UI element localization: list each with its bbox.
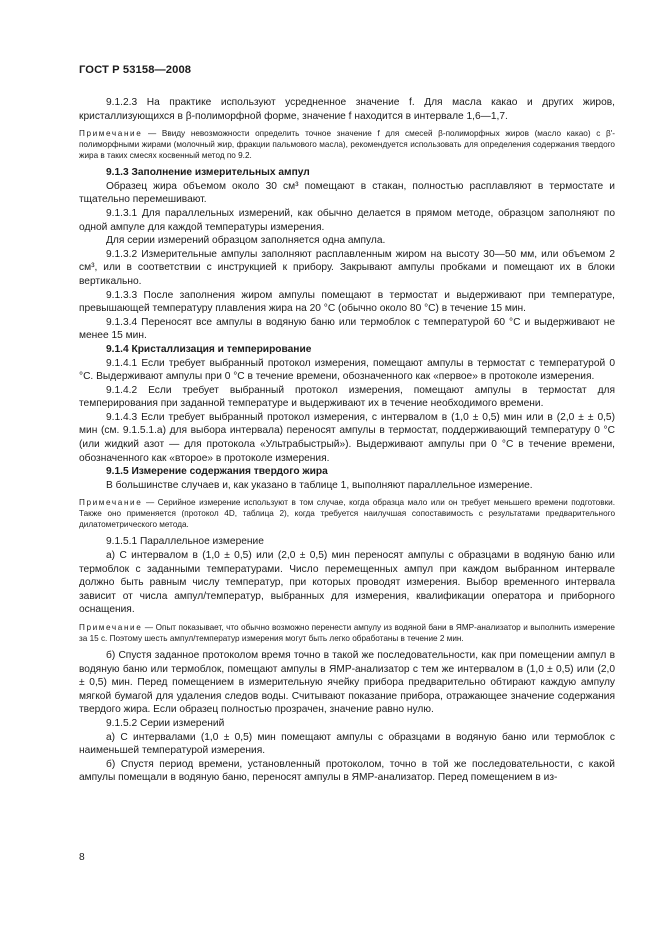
page-number: 8: [79, 852, 85, 863]
note-label: Примечание: [79, 623, 143, 632]
list-item-b: б) Спустя период времени, установленный протоколом, точно в той же последовательности, с какой ампулы помещали в водяную баню, переносят ампулы в ЯМР-анализатор. Перед помещением в из-: [79, 758, 615, 784]
paragraph: Для серии измерений образцом заполняется одна ампула.: [106, 235, 386, 247]
note-3: [79, 622, 615, 644]
note-text: — Опыт показывает, что обычно возможно перенести ампулу из водяной бани в ЯМР-анализатор и выполнить измерение за 15 с. Поэтому шесть ампул/температур измерения могут быть легко обработаны в течение 2 мин.: [79, 623, 615, 643]
paragraph-9-1-3-3: 9.1.3.3 После заполнения жиром ампулы помещают в термостат и выдерживают при температуре, превышающей температуру плавления жира на 20 °С (обычно около 80 °С) в течение 15 мин.: [79, 289, 615, 315]
heading-9-1-3: 9.1.3 Заполнение измерительных ампул: [106, 167, 310, 179]
paragraph-9-1-4-3: 9.1.4.3 Если требует выбранный протокол измерения, с интервалом в (1,0 ± 0,5) мин или в (2,0 ± ± 0,5) мин (см. 9.1.5.1.а) для выбора интервала) переносят ампулы в термостат, поддерживающий температуру 0 °С (или жидкий азот — для протокола «Ультрабыстрый»). Выдерживают ампулы при 0 °С в течение времени, обозначенного как «второе» в протоколе измерения.: [79, 411, 615, 464]
note-1: [79, 128, 615, 161]
note-text: — Серийное измерение используют в том случае, когда образца мало или он требует меньшего времени подготовки. Также оно применяется (протокол 4D, таблица 2), когда требуется наилучшая сопоставимость с результатами предварительного дилатометрического метода.: [79, 498, 615, 530]
document-body: [79, 96, 615, 785]
note-label: Примечание: [79, 498, 143, 508]
document-header: ГОСТ Р 53158—2008: [79, 64, 192, 76]
note-text: — Ввиду невозможности определить точное значение f для смесей β-полиморфных жиров (масло какао) с β'-полиморфными жирами (молочный жир, фракции пальмового масла), рекомендуется использовать для определения содержания твердого жира в таких смесях косвенный метод по 9.2.: [79, 129, 615, 161]
paragraph-9-1-5-2: 9.1.5.2 Серии измерений: [106, 717, 225, 729]
note-label: Примечание: [79, 129, 143, 139]
paragraph: В большинстве случаев и, как указано в таблице 1, выполняют параллельное измерение.: [106, 479, 533, 491]
paragraph-9-1-4-2: 9.1.4.2 Если требует выбранный протокол измерения, помещают ампулы в термостат для темперирования при заданной температуре и выдерживают их в течение необходимого времени.: [79, 384, 615, 410]
paragraph-9-1-5-1: 9.1.5.1 Параллельное измерение: [106, 536, 264, 548]
paragraph-9-1-2-3: 9.1.2.3 На практике используют усредненное значение f. Для масла какао и других жиров, кристаллизующихся в β-полиморфной форме, значение f находится в интервале 1,6—1,7.: [79, 97, 615, 122]
list-item-b: б) Спустя заданное протоколом время точно в такой же последовательности, как при помещении ампул в водяную баню или термоблок, помещают ампулы в ЯМР-анализатор с тем же интервалом в (1,0 ± 0,5) или (2,0 ± 0,5) мин. Перед помещением в измерительную ячейку прибора предварительно обтирают каждую ампулу мягкой бумагой для удаления следов воды. Считывают показание прибора, отражающее значение содержания твердого жира. Если образец полностью прозрачен, значение равно нулю.: [79, 650, 615, 716]
heading-9-1-4: 9.1.4 Кристаллизация и темперирование: [106, 343, 312, 355]
paragraph-9-1-4-1: 9.1.4.1 Если требует выбранный протокол измерения, помещают ампулы в термостат с температурой 0 °С. Выдерживают ампулы при 0 °С в течение времени, обозначенного как «первое» в протоколе измерения.: [79, 357, 615, 383]
heading-9-1-5: 9.1.5 Измерение содержания твердого жира: [106, 466, 328, 478]
note-2: [79, 497, 615, 530]
list-item-a: а) С интервалом в (1,0 ± 0,5) или (2,0 ± 0,5) мин переносят ампулы с образцами в водяную баню или термоблок с заданными температурами. Число перемещенных ампул при каждом выбранном интервале должно быть равным числу температур, при которых проводят измерения. Выбор временного интервала зависит от числа ампул/температур, выбранных для измерения, квалификации оператора и приборного оснащения.: [79, 550, 615, 616]
paragraph-9-1-3-1: 9.1.3.1 Для параллельных измерений, как обычно делается в прямом методе, образцом заполняют по одной ампуле для каждой температуры измерения.: [79, 207, 615, 233]
paragraph: Образец жира объемом около 30 см³ помещают в стакан, полностью расплавляют в термостате и тщательно перемешивают.: [79, 180, 615, 206]
list-item-a: а) С интервалами (1,0 ± 0,5) мин помещают ампулы с образцами в водяную баню или термоблок с наименьшей температурой измерения.: [79, 731, 615, 757]
paragraph-9-1-3-2: 9.1.3.2 Измерительные ампулы заполняют расплавленным жиром на высоту 30—50 мм, или объемом 2 см³, или в соответствии с инструкцией к прибору. Закрывают ампулы пробками и помещают их в блоки вертикально.: [79, 248, 615, 287]
paragraph-9-1-3-4: 9.1.3.4 Переносят все ампулы в водяную баню или термоблок с температурой 60 °С и выдерживают не менее 15 мин.: [79, 316, 615, 342]
